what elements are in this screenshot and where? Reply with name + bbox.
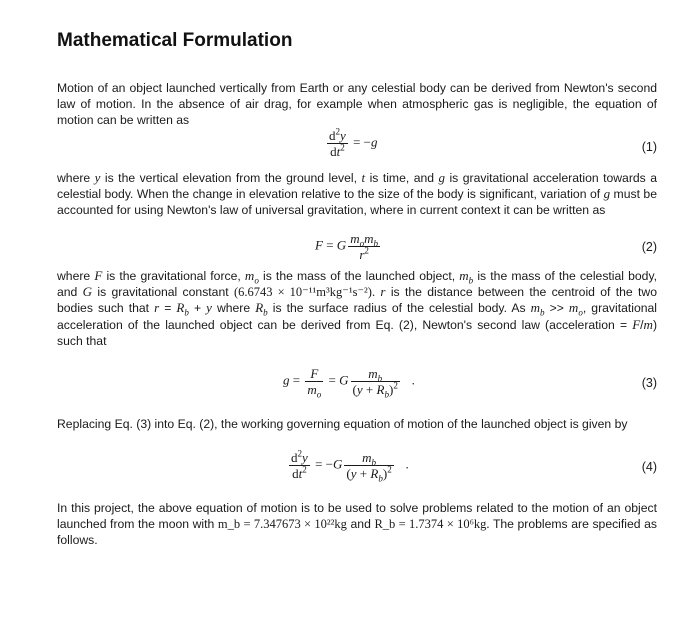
paragraph-project: In this project, the above equation of motion is to be used to solve problems related to the motion of an object launched from the moon with m_b = 7.347673 × 10²²kg and R_b = 1.7374 × 10⁶kg. The problems are specified as follows. — [57, 501, 658, 548]
eq3-fraction-2: $\frac{m_b}{(y + R_b)^2}$ — [352, 366, 398, 400]
equation-2: F = G $\frac{m_om_b}{r^2}$ (2) — [315, 231, 657, 262]
eq3-fraction-1: $\frac{F}{m_o}$ — [307, 366, 322, 400]
eq1-number: (1) — [641, 140, 657, 154]
eq4-fraction-2: $\frac{m_b}{(y + R_b)^2}$ — [346, 450, 392, 484]
eq2-number: (2) — [641, 240, 657, 254]
eq4-number: (4) — [641, 460, 657, 474]
paragraph-replacing: Replacing Eq. (3) into Eq. (2), the working governing equation of motion of the launched object is given by — [57, 417, 628, 431]
eq4-fraction-1: $\frac{d^2y}{dt^2}$ — [291, 448, 308, 481]
eq2-fraction: $\frac{m_om_b}{r^2}$ — [350, 231, 379, 262]
paragraph-gravity-variation: where y is the vertical elevation from the ground level, t is time, and g is gravitational acceleration towards a celestial body. When the change in elevation relative to the size of the body is significant, variation of g must be accounted for using Newton's law of universal gravitation, where in current context it can be written as — [57, 170, 657, 218]
equation-3: g = $\frac{F}{m_o}$ = G $\frac{m_b}{(y + R_b)^2}$ . (3) — [283, 366, 657, 400]
eq3-number: (3) — [641, 376, 657, 390]
section-title: Mathematical Formulation — [57, 30, 293, 51]
paragraph-definitions: where F is the gravitational force, $m_o$ is the mass of the launched object, $m_b$ is the mass of the celestial body, and G is gravitational constant (6.6743 × 10⁻¹¹m³kg⁻¹s⁻²). r is the distance between the centroid of the two bodies such that $r = R_b + y$ where $R_b$ is the surface radius of the celestial body. As $m_b >> m_o$, gravitational acceleration of the launched object can be derived from Eq. (2), Newton's second law (acceleration = F/m) such that — [57, 268, 658, 348]
paragraph-intro: Motion of an object launched vertically from Earth or any celestial body can be derived from Newton's second law of motion. In the absence of air drag, for example when atmospheric gas is negligible, the equation of motion can be written as — [57, 81, 657, 128]
eq1-fraction: $\frac{d^2y}{dt^2}$ — [329, 126, 346, 159]
equation-4: $\frac{d^2y}{dt^2}$ = −G $\frac{m_b}{(y + R_b)^2}$ . (4) — [291, 448, 657, 484]
equation-1: $\frac{d^2y}{dt^2}$ = −g (1) — [329, 126, 657, 159]
